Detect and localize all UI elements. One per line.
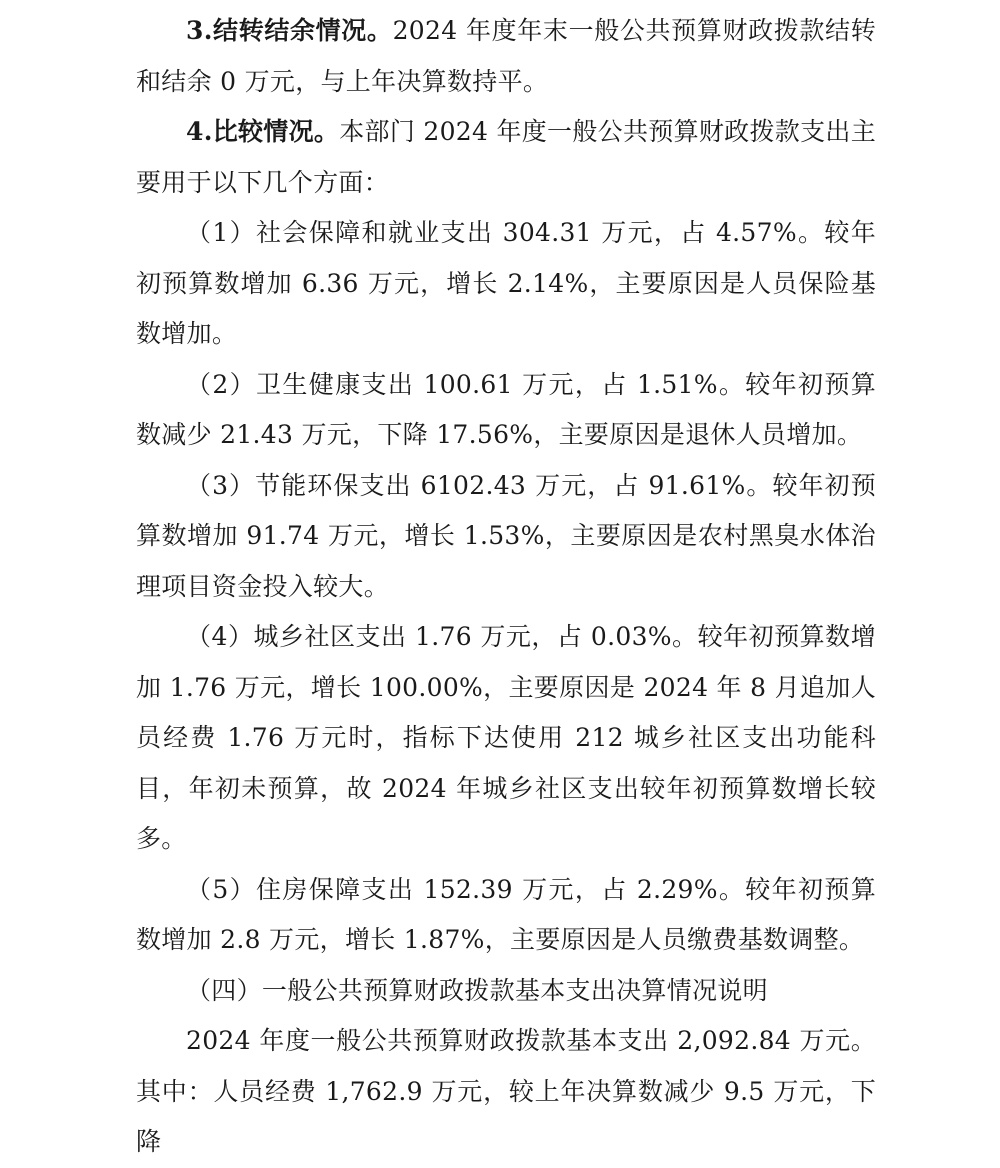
paragraph-text-health: （2）卫生健康支出 100.61 万元，占 1.51%。较年初预算数减少 21.43 万元，下降 17.56%，主要原因是退休人员增加。 bbox=[136, 369, 876, 449]
paragraph-basic-expenditure bbox=[136, 1016, 876, 1168]
paragraph-text-basic-expenditure: 2024 年度一般公共预算财政拨款基本支出 2,092.84 万元。其中：人员经费 1,762.9 万元，较上年决算数减少 9.5 万元，下降 bbox=[136, 1026, 876, 1156]
paragraph-comparison bbox=[136, 107, 876, 208]
paragraph-carryover bbox=[136, 6, 876, 107]
paragraph-heading-comparison: 4.比较情况。 bbox=[186, 117, 340, 146]
paragraph-environment bbox=[136, 461, 876, 613]
paragraph-text-urban-rural: （4）城乡社区支出 1.76 万元，占 0.03%。较年初预算数增加 1.76 万元，增长 100.00%，主要原因是 2024 年 8 月追加人员经费 1.76 万元时，指标下达使用 212 城乡社区支出功能科目，年初未预算，故 2024 年城乡社区支出较年初预算数增长较多。 bbox=[136, 622, 876, 853]
document-page bbox=[136, 6, 876, 1168]
paragraph-text-social-security: （1）社会保障和就业支出 304.31 万元，占 4.57%。较年初预算数增加 6.36 万元，增长 2.14%，主要原因是人员保险基数增加。 bbox=[136, 218, 876, 348]
section-heading-text: （四）一般公共预算财政拨款基本支出决算情况说明 bbox=[186, 975, 768, 1005]
paragraph-text-carryover: 2024 年度年末一般公共预算财政拨款结转和结余 0 万元，与上年决算数持平。 bbox=[136, 16, 876, 96]
paragraph-heading-carryover: 3.结转结余情况。 bbox=[186, 16, 393, 45]
paragraph-text-comparison: 本部门 2024 年度一般公共预算财政拨款支出主要用于以下几个方面： bbox=[136, 117, 876, 197]
paragraph-urban-rural bbox=[136, 612, 876, 865]
paragraph-housing bbox=[136, 865, 876, 966]
paragraph-health bbox=[136, 360, 876, 461]
section-heading-basic-expenditure bbox=[136, 966, 876, 1017]
paragraph-text-environment: （3）节能环保支出 6102.43 万元，占 91.61%。较年初预算数增加 91.74 万元，增长 1.53%，主要原因是农村黑臭水体治理项目资金投入较大。 bbox=[136, 470, 876, 601]
paragraph-social-security bbox=[136, 208, 876, 360]
paragraph-text-housing: （5）住房保障支出 152.39 万元，占 2.29%。较年初预算数增加 2.8 万元，增长 1.87%，主要原因是人员缴费基数调整。 bbox=[136, 874, 876, 954]
